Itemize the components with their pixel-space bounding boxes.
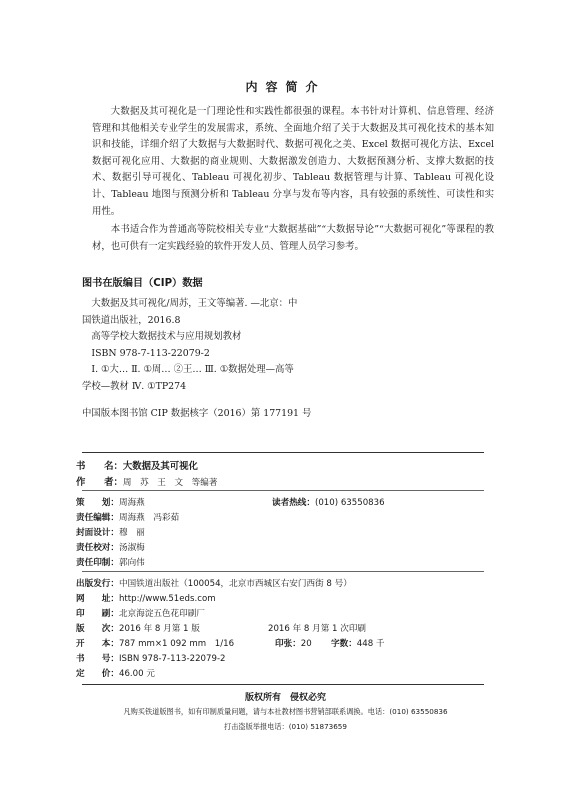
- divider: [82, 571, 484, 572]
- price-value: 46.00 元: [118, 669, 155, 679]
- planning-label: 策 划：: [76, 498, 119, 508]
- words-label: 字数：: [331, 639, 357, 649]
- cover-value: 穆 丽: [118, 528, 145, 538]
- book-author-row: [76, 474, 217, 488]
- printing-value: 2016 年 8 月第 1 次印刷: [268, 624, 367, 634]
- editor-row: [76, 511, 179, 523]
- book-title-row: [76, 458, 198, 472]
- publisher-value: 中国铁道出版社（100054，北京市西城区右安门西街 8 号）: [118, 579, 352, 589]
- hotline-label: 读者热线：: [272, 498, 315, 508]
- printer-row: [76, 607, 205, 619]
- price-label: 定 价：: [76, 669, 119, 679]
- cip-line-1: 大数据及其可视化/周苏，王文等编著. —北京：中: [91, 298, 298, 309]
- proof-value: 汤淑梅: [118, 543, 145, 553]
- cip-classification: [82, 362, 372, 395]
- isbn-label: 书 号：: [76, 654, 119, 664]
- editor-value: 周海燕 冯彩茹: [118, 513, 180, 523]
- printer-value: 北京海淀五色花印刷厂: [118, 609, 205, 619]
- edition-row: [76, 622, 200, 634]
- edition-value: 2016 年 8 月第 1 版: [118, 624, 200, 634]
- hotline-row: [272, 496, 385, 508]
- cip-block: [82, 296, 372, 362]
- format-row: [76, 637, 234, 649]
- isbn-row: [76, 652, 226, 664]
- proof-label: 责任校对：: [76, 543, 119, 553]
- sheets-label: 印张：: [275, 639, 301, 649]
- price-row: [76, 667, 155, 679]
- sheets-row: [275, 637, 312, 649]
- book-author-value: 周 苏 王 文 等编著: [122, 478, 218, 488]
- words-value: 448 千: [356, 639, 385, 649]
- cip-line-7: 中国版本图书馆 CIP 数据核字（2016）第 177191 号: [82, 408, 312, 419]
- print-label: 责任印制：: [76, 558, 119, 568]
- cip-line-4: ISBN 978-7-113-22079-2: [91, 347, 210, 359]
- cip-line-2: 国铁道出版社，2016.8: [82, 314, 181, 326]
- divider: [82, 684, 484, 685]
- cip-line-5: Ⅰ. ①大… Ⅱ. ①周… ②王… Ⅲ. ①数据处理—高等: [91, 364, 294, 375]
- planning-row: [76, 496, 145, 508]
- planning-value: 周海燕: [118, 498, 145, 508]
- cip-line-6: 学校—教材 Ⅳ. ①TP274: [82, 380, 187, 392]
- url-label: 网 址：: [76, 594, 119, 604]
- print-value: 郭向伟: [118, 558, 145, 568]
- editor-label: 责任编辑：: [76, 513, 119, 523]
- edition-label: 版 次：: [76, 624, 119, 634]
- proof-row: [76, 541, 145, 553]
- publisher-row: [76, 577, 352, 589]
- summary-paragraph-2: 本书适合作为普通高等院校相关专业“大数据基础”“大数据导论”“大数据可视化”等课程的教材，也可供有一定实践经验的软件开发人员、管理人员学习参考。: [92, 224, 494, 252]
- format-value: 787 mm×1 092 mm 1/16: [118, 639, 235, 649]
- publisher-label: 出版发行：: [76, 579, 119, 589]
- cover-row: [76, 526, 145, 538]
- printer-label: 印 刷：: [76, 609, 119, 619]
- divider: [82, 490, 484, 491]
- book-title-label: 书 名：: [76, 461, 123, 472]
- cip-line-3: 高等学校大数据技术与应用规划教材: [91, 331, 242, 343]
- url-value: http://www.51eds.com: [118, 594, 216, 604]
- summary-title: 内容简介: [245, 80, 326, 94]
- cip-heading: 图书在版编目（CIP）数据: [82, 278, 203, 289]
- hotline-value: (010) 63550836: [314, 498, 385, 508]
- book-title-value: 大数据及其可视化: [122, 461, 198, 472]
- divider: [82, 452, 484, 453]
- isbn-value: ISBN 978-7-113-22079-2: [118, 654, 226, 664]
- cover-label: 封面设计：: [76, 528, 119, 538]
- url-row: [76, 592, 216, 604]
- summary-paragraph-1: 大数据及其可视化是一门理论性和实践性都很强的课程。本书针对计算机、信息管理、经济管理和其他相关专业学生的发展需求，系统、全面地介绍了关于大数据及其可视化技术的基本知识和技能，详细介绍了大数据与大数据时代、数据可视化之美、Excel 数据可视化方法、Excel 数据可视化应用、大数据的商业规则、大数据激发创造力、大数据预测分析、支撑大数据的技术、数据引导可视化、Tableau 可视化初步、Tableau 数据管理与计算、Tableau 可视化设计、Tableau 地图与预测分析和 Tableau 分享与发布等内容，具有较强的系统性、可读性和实用性。: [92, 106, 494, 217]
- format-label: 开 本：: [76, 639, 119, 649]
- print-row: [76, 556, 145, 568]
- book-author-label: 作 者：: [76, 477, 123, 488]
- quality-notice: 凡购买铁道版图书，如有印制质量问题，请与本社教材图书营销部联系调换。电话：(010) 63550836: [123, 707, 448, 716]
- words-row: [331, 637, 385, 649]
- rights-heading: 版权所有 侵权必究: [244, 693, 326, 703]
- sheets-value: 20: [300, 639, 312, 649]
- piracy-hotline: 打击盗版举报电话：(010) 51873659: [224, 722, 347, 731]
